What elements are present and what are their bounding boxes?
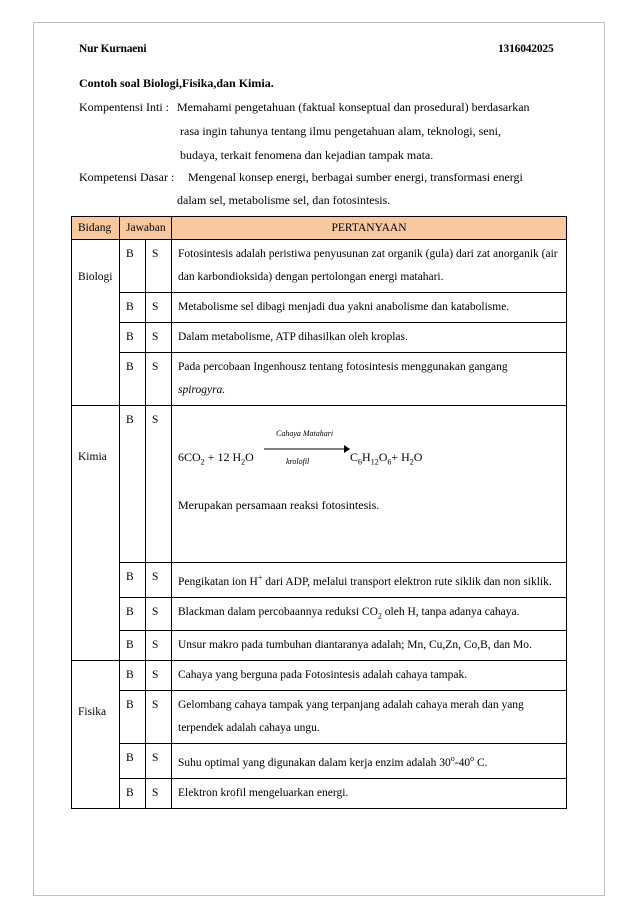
- arrow-label-bottom: krolofil: [286, 457, 310, 466]
- answer-b[interactable]: B: [120, 661, 146, 691]
- question-text: Suhu optimal yang digunakan dalam kerja enzim adalah 30$^o$-40$^o$ C.: [172, 744, 567, 779]
- table-row: [72, 563, 567, 598]
- table-row: [72, 240, 567, 293]
- bidang-kimia: Kimia: [72, 406, 120, 661]
- author-name: Nur Kurnaeni: [79, 43, 147, 55]
- answer-b[interactable]: B: [120, 323, 146, 353]
- answer-s[interactable]: S: [146, 240, 172, 293]
- equation-right: $C_6H_{12}O_6+ H_2O$: [350, 450, 423, 467]
- equation-left: $6CO_2 + 12$ $H_2O$: [178, 450, 254, 467]
- answer-b[interactable]: B: [120, 406, 146, 563]
- question-text: Fotosintesis adalah peristiwa penyusunan zat organik (gula) dari zat anorganik (air dan karbondioksida) dengan pertolongan energi matahari.: [172, 240, 567, 293]
- answer-b[interactable]: B: [120, 597, 146, 630]
- bidang-fisika: Fisika: [72, 661, 120, 809]
- table-row: [72, 661, 567, 691]
- table-row: [72, 744, 567, 779]
- question-text: [172, 353, 567, 406]
- species-name: spirogyra.: [178, 384, 226, 396]
- answer-s[interactable]: S: [146, 691, 172, 744]
- table-row: [72, 293, 567, 323]
- answer-b[interactable]: B: [120, 353, 146, 406]
- table-row: [72, 353, 567, 406]
- question-text: Blackman dalam percobaannya reduksi $CO_2$ oleh H, tanpa adanya cahaya.: [172, 597, 567, 630]
- question-text: Gelombang cahaya tampak yang terpanjang adalah cahaya merah dan yang terpendek adalah cahaya ungu.: [172, 691, 567, 744]
- equation-caption: Merupakan persamaan reaksi fotosintesis.: [178, 498, 380, 512]
- kd-line-1: Mengenal konsep energi, berbagai sumber energi, transformasi energi: [188, 170, 523, 184]
- question-equation-cell: [172, 406, 567, 563]
- kd-label: Kompetensi Dasar :: [79, 170, 175, 184]
- question-text: Unsur makro pada tumbuhan diantaranya adalah; Mn, Cu,Zn, Co,B, dan Mo.: [172, 631, 567, 661]
- table-row: [72, 323, 567, 353]
- ki-line-2: rasa ingin tahunya tentang ilmu pengetahuan alam, teknologi, seni,: [180, 124, 501, 138]
- bidang-biologi: Biologi: [72, 240, 120, 406]
- question-text: Metabolisme sel dibagi menjadi dua yakni anabolisme dan katabolisme.: [172, 293, 567, 323]
- answer-s[interactable]: S: [146, 778, 172, 808]
- answer-b[interactable]: B: [120, 240, 146, 293]
- page-title: Contoh soal Biologi,Fisika,dan Kimia.: [79, 76, 274, 90]
- answer-b[interactable]: B: [120, 563, 146, 598]
- ki-label: Kompentensi Inti :: [79, 100, 169, 114]
- answer-s[interactable]: S: [146, 563, 172, 598]
- answer-s[interactable]: S: [146, 631, 172, 661]
- question-text: Dalam metabolisme, ATP dihasilkan oleh kroplas.: [172, 323, 567, 353]
- answer-b[interactable]: B: [120, 293, 146, 323]
- table-header-row: [72, 217, 567, 240]
- table-row: [72, 778, 567, 808]
- table-row: [72, 406, 567, 563]
- arrow-label-top: Cahaya Matahari: [276, 429, 334, 438]
- table-row: [72, 631, 567, 661]
- header-bidang: Bidang: [72, 217, 120, 240]
- answer-b[interactable]: B: [120, 744, 146, 779]
- answer-s[interactable]: S: [146, 293, 172, 323]
- question-table: [71, 216, 567, 809]
- answer-s[interactable]: S: [146, 406, 172, 563]
- answer-s[interactable]: S: [146, 353, 172, 406]
- answer-s[interactable]: S: [146, 597, 172, 630]
- equation-block: [178, 409, 560, 559]
- student-id: 1316042025: [498, 43, 554, 55]
- ki-line-1: Memahami pengetahuan (faktual konseptual dan prosedural) berdasarkan: [177, 100, 530, 114]
- question-text: Elektron krofil mengeluarkan energi.: [172, 778, 567, 808]
- reaction-arrow-icon: [264, 444, 350, 454]
- answer-s[interactable]: S: [146, 323, 172, 353]
- answer-s[interactable]: S: [146, 661, 172, 691]
- answer-b[interactable]: B: [120, 691, 146, 744]
- table-row: [72, 597, 567, 630]
- table-row: [72, 691, 567, 744]
- question-text: Pengikatan ion H+ dari ADP, melalui transport elektron rute siklik dan non siklik.: [172, 563, 567, 598]
- header-jawaban: Jawaban: [120, 217, 172, 240]
- kd-line-2: dalam sel, metabolisme sel, dan fotosintesis.: [177, 193, 391, 207]
- answer-b[interactable]: B: [120, 631, 146, 661]
- header-pertanyaan: PERTANYAAN: [172, 217, 567, 240]
- ki-line-3: budaya, terkait fenomena dan kejadian tampak mata.: [180, 148, 434, 162]
- question-text-main: Pada percobaan Ingenhousz tentang fotosintesis menggunakan gangang: [178, 361, 508, 373]
- answer-b[interactable]: B: [120, 778, 146, 808]
- question-text: Cahaya yang berguna pada Fotosintesis adalah cahaya tampak.: [172, 661, 567, 691]
- answer-s[interactable]: S: [146, 744, 172, 779]
